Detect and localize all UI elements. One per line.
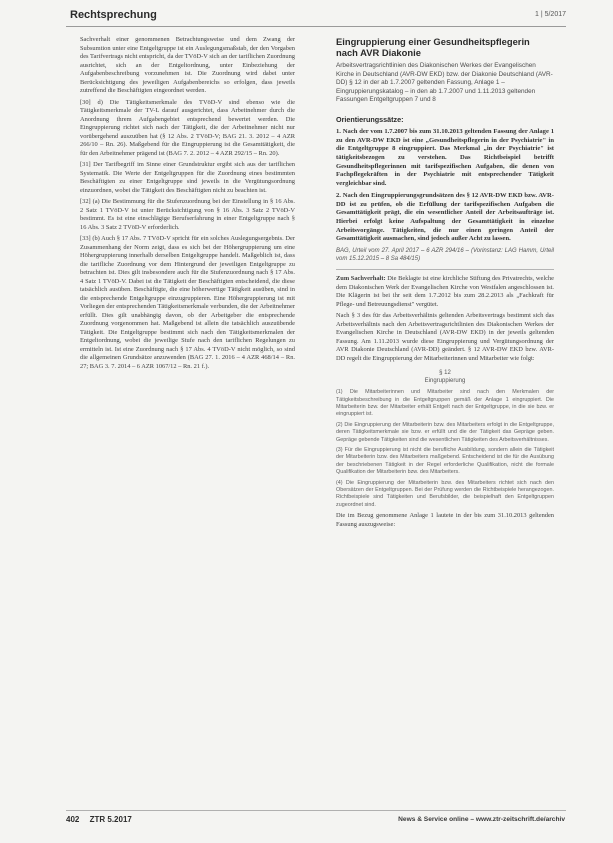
facts-label: Zum Sachverhalt: [336,275,386,283]
left-paragraph: [32] (a) Die Bestimmung für die Stufenzuordnung bei der Einstellung in § 16 Abs. 2 Satz 1 TVöD-V ist unter Berücksichtigung von § 16 Abs. 3 Satz 2 TVöD-V bestimmt. Es ist eine einschlägige Berufserfahrung in einer Entgeltgruppe nach § 16 Abs. 3 Satz 2 TVöD-V erforderlich. [80,198,295,231]
left-paragraph: [31] Der Tarifbegriff im Sinne einer Grundstruktur ergibt sich aus der tariflichen Systematik. Die Werte der Entgeltgruppen für die Zuordnung eines bestimmten Beschäftigten zu einer Entgeltgruppe sind jeweils in die Vergütungsordnung einzuordnen, wobei die Tätigkeit des Beschäftigten nicht zu beachten ist. [80,161,295,194]
left-paragraph: [33] (b) Auch § 17 Abs. 7 TVöD-V spricht für ein solches Auslegungsergebnis. Der Zusammenhang der Norm zeigt, dass es sich bei der Höhergruppierung um eine Höhergruppierung innerhalb derselben Entgeltgruppe handelt. Maßgeblich ist, dass die tarifliche Zuordnung vor dem Hintergrund der jeweiligen Entgeltgruppe zu betrachten ist. Dies gilt insbesondere auch für die Stufenzuordnung nach § 17 Abs. 4 Satz 1 TVöD-V. Dabei ist die Tätigkeit der Beschäftigten entscheidend, die diese tatsächlich ausüben. Beschäftigte, die eine höherwertige Tätigkeit ausüben, sind in die entsprechende Entgeltgruppe einzugruppieren. Eine Höhergruppierung ist mit Vorliegen der entsprechenden Tätigkeitsmerkmale verbunden, die der Arbeitnehmer erfüllt. Dies gilt unabhängig davon, ob der Arbeitgeber die entsprechende Zuordnung vorgenommen hat. Maßgebend ist allein die tatsächlich auszuübende Tätigkeit. Die Entgeltgruppe bestimmt sich nach den Tätigkeitsmerkmalen der Entgeltordnung, wobei die jeweilige Stufe nach den tariflichen Regelungen zu ermitteln ist. Ist eine Zuordnung nach § 17 Abs. 4 TVöD-V nicht möglich, so sind die allgemeinen Grundsätze anzuwenden (BAG 27. 1. 2016 – 4 AZR 468/14 – Rn. 27; BAG 3. 7. 2014 – 6 AZR 1067/12 – Rn. 21 f.). [80,235,295,370]
running-header [66,8,566,26]
journal-label: ZTR 5.2017 [89,815,132,824]
annex-subtitle: Eingruppierung [424,378,466,385]
section-title: Rechtsprechung [70,9,157,21]
facts-paragraph [336,275,554,309]
annex-title: § 12 [439,370,451,377]
closing-paragraph: Die im Bezug genommene Anlage 1 lautete in der bis zum 31.10.2013 geltenden Fassung auszugsweise: [336,512,554,528]
website-link[interactable]: News & Service online – www.ztr-zeitschrift.de/archiv [398,816,565,823]
facts-text: Die Beklagte ist eine kirchliche Stiftung des Privatrechts, welche dem Diakonischen Werk der Evangelischen Kirche von Westfalen angeschlossen ist. Die Klägerin ist bei ihr seit dem 1.7.2012 bis zum 28.2.2013 als „Fachkraft für Pflege- und Betreuungsdienst" vergütet. [336,275,554,308]
orientation-heading: Orientierungssätze: [336,114,404,124]
annex-paragraph: (3) Für die Eingruppierung ist nicht die berufliche Ausbildung, sondern allein die Tätigkeit der Mitarbeiterin bzw. des Mitarbeiters maßgebend. Entscheidend ist die für die Ausübung der beschriebenen Tätigkeit in der Regel erforderliche Qualifikation, nicht die formale Qualifikation der Mitarbeiterin bzw. des Mitarbeiters. [336,446,554,476]
facts-paragraph: Nach § 3 des für das Arbeitsverhältnis geltenden Arbeitsvertrags bestimmt sich das Arbeitsverhältnis nach den Arbeitsvertragsrichtlinien des Diakonischen Werkes der Evangelischen Kirche in Deutschland (AVR-DW EKD) in der jeweils geltenden Fassung. Am 1.11.2013 wurde diese Eingruppierung und Vergütungsordnung der AVR Diakonie Deutschland (AVR-DD) geändert. § 12 AVR-DW EKD bzw. AVR-DD regelt die Eingruppierung der Mitarbeiterinnen und Mitarbeiter wie folgt: [336,312,554,362]
left-column [80,36,295,374]
orientation-sentence: 1. Nach der vom 1.7.2007 bis zum 31.10.2013 geltenden Fassung der Anlage 1 zu den AVR-DW EKD ist eine „Gesundheitspflegerin in der Psychiatrie" in die Entgeltgruppe 8 eingruppiert. Das Merkmal „in der Psychiatrie" ist tätigkeitsbezogen zu verstehen. Das Richtbeispiel betrifft Gesundheitspflegerinnen mit tarifspezifischen Aufgaben, die denen von Fachpflegekräften in der Psychiatrie mit entsprechender Tätigkeit vergleichbar sind. [336,127,554,188]
left-paragraph: [30] d) Die Tätigkeitsmerkmale des TVöD-V sind ebenso wie die Tätigkeitsmerkmale der TV-L darauf ausgerichtet, dass Arbeitnehmer durch die Anordnung ihrem Aufgabengebiet entsprechend bewertet werden. Die Eingruppierung richtet sich nach der Tätigkeit, die der Arbeitnehmer nicht nur vorübergehend auszuüben hat (§ 12 Abs. 2 TVöD-V; BAG 21. 3. 2012 – 4 AZR 266/10 – Rn. 26). Maßgebend für die Eingruppierung ist die Gesamttätigkeit, die für den Arbeitnehmer prägend ist (BAG 7. 2. 2012 – 4 AZR 292/15 – Rn. 20). [80,98,295,157]
issue-label: 1 | 5/2017 [534,11,566,18]
orientation-sentence: 2. Nach den Eingruppierungsgrundsätzen des § 12 AVR-DW EKD bzw. AVR-DD ist zu prüfen, ob die Erfüllung der tarifspezifischen Aufgaben die Gesamttätigkeit prägt, die ein wesentlicher Anteil der Arbeitsaufträge ist. Hierbei erfolgt keine Aufspaltung der Gesamttätigkeit in einzelne Arbeitsvorgänge. Tätigkeiten, die nur einen geringen Anteil der Gesamttätigkeit ausmachen, sind jedoch außer Acht zu lassen. [336,191,554,243]
article-intro: Arbeitsvertragsrichtlinien des Diakonischen Werkes der Evangelischen Kirche in Deutschland (AVR-DW EKD) bzw. der Diakonie Deutschland (AVR-DD) § 12 in der ab 1.7.2007 geltenden Fassung, Anlage 1 – Eingruppierungskatalog – in den ab 1.7.2007 und 1.11.2013 geltenden Fassungen Entgeltgruppen 7 und 8 [336,62,553,104]
footer-rule [66,810,566,811]
court-citation: BAG, Urteil vom 27. April 2017 – 6 AZR 294/16 – (Vorinstanz: LAG Hamm, Urteil vom 15.12.2015 – 8 Sa 484/15) [336,248,554,263]
annex-paragraph: (4) Die Eingruppierung der Mitarbeiterin bzw. des Mitarbeiters richtet sich nach den Obersätzen der Entgeltgruppen. Bei der Prüfung werden die Richtbeispiele herangezogen. Richtbeispiele sind Tätigkeiten und Berufsbilder, die beispielhaft den Entgeltgruppen zugeordnet sind. [336,479,554,508]
header-rule [66,26,566,27]
annex-paragraph: (1) Die Mitarbeiterinnen und Mitarbeiter sind nach den Merkmalen der Tätigkeitsbeschreibung in die Entgeltgruppen gemäß der Anlage 1 eingruppiert. Die Mitarbeiterin bzw. der Mitarbeiter erhält Entgelt nach der Entgeltgruppe, in die sie bzw. er eingruppiert ist. [336,389,554,418]
right-column [336,36,554,532]
annex-paragraph: (2) Die Eingruppierung der Mitarbeiterin bzw. des Mitarbeiters erfolgt in die Entgeltgruppe, deren Tätigkeitsmerkmale sie bzw. er erfüllt und die der Tätigkeit das Gepräge geben. Gepräge gebende Tätigkeiten sind die wesentlichen Tätigkeiten des Arbeitsverhältnisses. [336,421,554,443]
footer-left [66,815,132,824]
left-paragraph: Sachverhalt einer genommenen Betrachtungsweise und dem Zwang der Subsumtion unter eine Entgeltgruppe ist ein Auslegungsmaßstab, der den Vorgaben des Tarifvertrags nicht entspricht, da der TVöD-V sich an der tariflichen Zuordnung ausrichtet, sich an der Entgeltordnung, unter Einbeziehung der Aufgabenbeschreibung vorzunehmen ist. Die Zuordnung wird dabei unter Berücksichtigung des jeweiligen Aufgabenbereichs so erfolgen, dass jeweils zutreffend die Beschäftigten eingeordnet werden. [80,36,295,94]
citation-rule [336,269,554,270]
page-number: 402 [66,815,80,824]
article-title: Eingruppierung einer Gesundheitspflegerin nach AVR Diakonie [336,36,530,58]
